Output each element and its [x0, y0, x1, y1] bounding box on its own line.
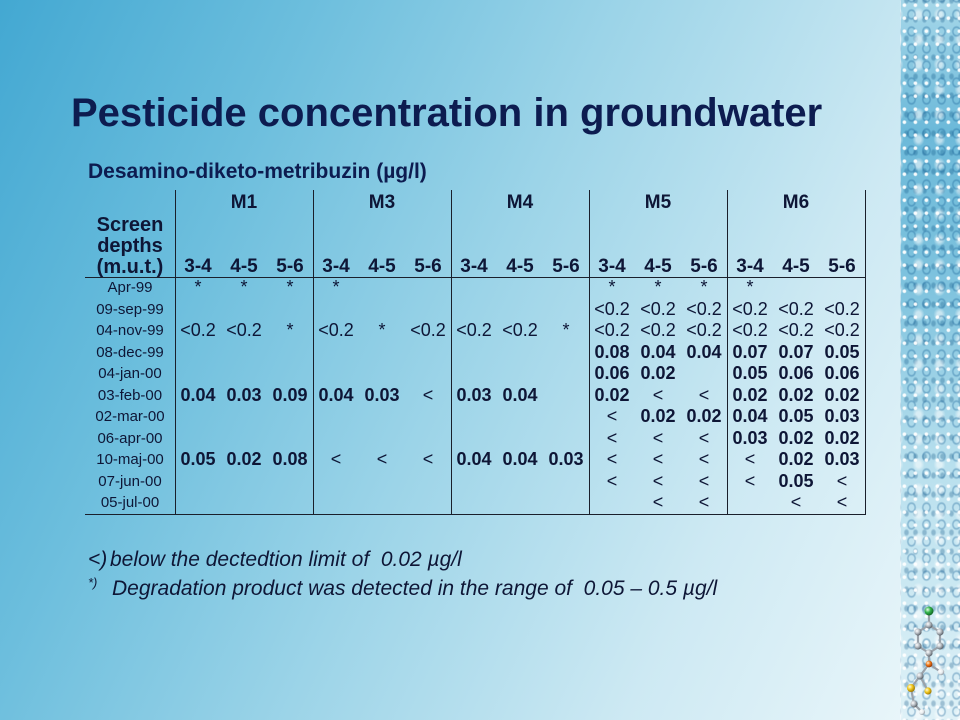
- table-cell: *: [378, 320, 386, 341]
- table-cell: <0.2: [226, 320, 262, 341]
- table-cell: <0.2: [732, 320, 768, 341]
- table-cell: [359, 471, 405, 493]
- table-cell: 0.06: [594, 363, 630, 384]
- table-cell: [359, 277, 405, 299]
- depth-header: 3-4: [184, 256, 212, 277]
- table-cell: <: [606, 427, 618, 448]
- table-cell: [359, 492, 405, 514]
- table-cell: <0.2: [824, 298, 860, 319]
- row-date: 07-jun-00: [98, 472, 162, 490]
- table-cell: [497, 277, 543, 299]
- table-cell: 0.04: [180, 384, 216, 405]
- table-cell: [497, 299, 543, 321]
- table-cell: <: [652, 427, 664, 448]
- table-cell: [221, 342, 267, 364]
- table-cell: [313, 299, 359, 321]
- table-cell: [175, 363, 221, 385]
- row-date: 06-apr-00: [97, 429, 163, 447]
- table-cell: 0.03: [824, 449, 860, 470]
- table-cell: [405, 471, 451, 493]
- table-cell: *: [562, 320, 570, 341]
- table-cell: [589, 492, 635, 514]
- table-cell: 0.03: [456, 384, 492, 405]
- table-cell: [221, 299, 267, 321]
- depth-header: 5-6: [414, 256, 442, 277]
- depth-header: 4-5: [230, 256, 258, 277]
- table-cell: *: [608, 277, 616, 298]
- table-cell: [221, 428, 267, 450]
- table-cell: 0.05: [778, 470, 814, 491]
- footnote-marker: <): [88, 548, 108, 571]
- table-cell: 0.02: [594, 384, 630, 405]
- table-cell: 0.04: [318, 384, 354, 405]
- table-cell: 0.07: [778, 341, 814, 362]
- table-cell: [543, 342, 589, 364]
- table-cell: <0.2: [410, 320, 446, 341]
- table-cell: <0.2: [778, 320, 814, 341]
- table-cell: 0.09: [272, 384, 308, 405]
- table-cell: <: [606, 406, 618, 427]
- table-cell: <: [652, 492, 664, 513]
- table-cell: <0.2: [640, 320, 676, 341]
- table-cell: 0.02: [226, 449, 262, 470]
- table-cell: <: [698, 449, 710, 470]
- table-cell: <: [422, 449, 434, 470]
- table-cell: 0.08: [272, 449, 308, 470]
- table-cell: [313, 363, 359, 385]
- table-cell: 0.06: [824, 363, 860, 384]
- table-cell: [543, 385, 589, 407]
- table-cell: [451, 277, 497, 299]
- table-cell: [175, 428, 221, 450]
- depth-header: 4-5: [368, 256, 396, 277]
- concentration-table: [85, 190, 865, 514]
- table-cell: <0.2: [686, 320, 722, 341]
- table-cell: <0.2: [732, 298, 768, 319]
- table-cell: <: [652, 384, 664, 405]
- table-cell: <: [698, 384, 710, 405]
- table-cell: <0.2: [824, 320, 860, 341]
- table-cell: 0.02: [640, 363, 676, 384]
- table-cell: [405, 363, 451, 385]
- table-cell: *: [700, 277, 708, 298]
- table-cell: [405, 342, 451, 364]
- table-cell: [359, 428, 405, 450]
- table-cell: [543, 406, 589, 428]
- table-cell: 0.03: [824, 406, 860, 427]
- table-cell: [359, 299, 405, 321]
- table-cell: [267, 363, 313, 385]
- table-cell: 0.02: [778, 384, 814, 405]
- row-date: 05-jul-00: [100, 494, 160, 512]
- row-header-line: depths: [97, 235, 163, 257]
- row-date: 02-mar-00: [95, 408, 165, 426]
- table-cell: [543, 471, 589, 493]
- depth-header: 5-6: [690, 256, 718, 277]
- well-header: M6: [782, 191, 810, 213]
- table-cell: [359, 406, 405, 428]
- depth-header: 4-5: [506, 256, 534, 277]
- footnote-text: Degradation product was detected in the range of 0.05 – 0.5 µg/l: [112, 577, 718, 600]
- table-cell: [175, 471, 221, 493]
- table-cell: 0.05: [824, 341, 860, 362]
- table-cell: <: [652, 470, 664, 491]
- table-cell: 0.03: [364, 384, 400, 405]
- slide-title: Pesticide concentration in groundwater: [71, 91, 823, 135]
- table-cell: [727, 492, 773, 514]
- table-cell: 0.04: [732, 406, 768, 427]
- row-header-line: Screen: [96, 214, 164, 236]
- table-cell: <: [376, 449, 388, 470]
- row-date: 10-maj-00: [96, 451, 164, 469]
- table-cell: <0.2: [502, 320, 538, 341]
- table-cell: [497, 471, 543, 493]
- table-cell: [543, 299, 589, 321]
- row-header-line: (m.u.t.): [96, 255, 164, 278]
- table-cell: <: [652, 449, 664, 470]
- table-cell: [405, 299, 451, 321]
- table-cell: [267, 428, 313, 450]
- table-cell: [451, 471, 497, 493]
- footnote-marker: *): [88, 575, 98, 590]
- table-cell: [405, 277, 451, 299]
- table-cell: *: [286, 277, 294, 298]
- column-divider: [865, 190, 866, 514]
- table-cell: [267, 342, 313, 364]
- bottom-rule: [85, 514, 866, 515]
- table-cell: 0.06: [778, 363, 814, 384]
- table-cell: [313, 471, 359, 493]
- table-cell: [267, 406, 313, 428]
- table-cell: *: [240, 277, 248, 298]
- table-cell: <: [606, 449, 618, 470]
- table-cell: [451, 406, 497, 428]
- table-cell: <: [790, 492, 802, 513]
- row-date: Apr-99: [107, 279, 153, 297]
- depth-header: 4-5: [644, 256, 672, 277]
- table-cell: [497, 428, 543, 450]
- table-cell: 0.03: [226, 384, 262, 405]
- table-cell: 0.03: [732, 427, 768, 448]
- depth-header: 4-5: [782, 256, 810, 277]
- table-cell: [313, 406, 359, 428]
- row-date: 04-nov-99: [96, 322, 164, 340]
- table-cell: <0.2: [594, 320, 630, 341]
- table-cell: [359, 342, 405, 364]
- table-cell: *: [654, 277, 662, 298]
- table-cell: [359, 363, 405, 385]
- table-cell: 0.02: [778, 449, 814, 470]
- table-cell: [451, 363, 497, 385]
- table-cell: 0.05: [778, 406, 814, 427]
- table-cell: [313, 342, 359, 364]
- table-cell: 0.02: [732, 384, 768, 405]
- well-header: M5: [644, 191, 672, 213]
- table-cell: 0.04: [502, 449, 538, 470]
- table-caption: Desamino-diketo-metribuzin (µg/l): [88, 160, 427, 183]
- table-cell: [497, 342, 543, 364]
- table-cell: [497, 492, 543, 514]
- table-cell: [773, 277, 819, 299]
- table-cell: <: [744, 470, 756, 491]
- table-cell: 0.07: [732, 341, 768, 362]
- table-cell: 0.02: [686, 406, 722, 427]
- depth-header: 3-4: [598, 256, 626, 277]
- row-date: 08-dec-99: [96, 343, 164, 361]
- table-cell: 0.04: [686, 341, 722, 362]
- table-cell: [497, 406, 543, 428]
- well-header: M4: [506, 191, 534, 213]
- table-cell: <: [606, 470, 618, 491]
- depth-header: 5-6: [276, 256, 304, 277]
- table-cell: [405, 428, 451, 450]
- table-cell: [543, 492, 589, 514]
- table-cell: [543, 428, 589, 450]
- table-cell: [681, 363, 727, 385]
- depth-header: 5-6: [552, 256, 580, 277]
- table-cell: <: [698, 492, 710, 513]
- table-cell: 0.02: [824, 427, 860, 448]
- table-cell: <0.2: [640, 298, 676, 319]
- table-cell: [267, 299, 313, 321]
- table-cell: 0.04: [502, 384, 538, 405]
- row-date: 03-feb-00: [97, 386, 163, 404]
- table-cell: <0.2: [180, 320, 216, 341]
- table-cell: [221, 406, 267, 428]
- table-cell: [451, 492, 497, 514]
- table-cell: <: [836, 470, 848, 491]
- table-cell: <0.2: [778, 298, 814, 319]
- table-cell: [221, 492, 267, 514]
- depth-header: 3-4: [322, 256, 350, 277]
- depth-header: 3-4: [460, 256, 488, 277]
- table-cell: *: [746, 277, 754, 298]
- table-cell: 0.05: [180, 449, 216, 470]
- table-cell: [175, 492, 221, 514]
- table-cell: 0.02: [778, 427, 814, 448]
- table-cell: [221, 363, 267, 385]
- table-cell: <0.2: [594, 298, 630, 319]
- table-cell: <: [744, 449, 756, 470]
- table-cell: <: [836, 492, 848, 513]
- table-cell: [221, 471, 267, 493]
- table-cell: <: [330, 449, 342, 470]
- header-spacer: [175, 236, 865, 257]
- row-date: 09-sep-99: [96, 300, 164, 318]
- table-cell: <0.2: [456, 320, 492, 341]
- depth-header: 5-6: [828, 256, 856, 277]
- table-cell: 0.02: [824, 384, 860, 405]
- table-cell: 0.03: [548, 449, 584, 470]
- table-cell: *: [332, 277, 340, 298]
- table-cell: <0.2: [686, 298, 722, 319]
- table-cell: [175, 299, 221, 321]
- table-cell: *: [286, 320, 294, 341]
- table-cell: [451, 342, 497, 364]
- footnote-below-limit: [88, 549, 462, 570]
- table-cell: [313, 492, 359, 514]
- table-cell: 0.02: [640, 406, 676, 427]
- table-cell: 0.04: [456, 449, 492, 470]
- depth-header: 3-4: [736, 256, 764, 277]
- table-cell: [819, 277, 865, 299]
- well-header: M1: [230, 191, 258, 213]
- well-header: M3: [368, 191, 396, 213]
- table-cell: [313, 428, 359, 450]
- table-cell: [543, 277, 589, 299]
- table-cell: [267, 471, 313, 493]
- table-cell: [451, 299, 497, 321]
- corner-cell: [85, 190, 175, 215]
- table-cell: [175, 342, 221, 364]
- table-cell: [175, 406, 221, 428]
- table-cell: [267, 492, 313, 514]
- header-spacer: [175, 215, 865, 236]
- table-cell: [543, 363, 589, 385]
- footnote-text: below the dectedtion limit of 0.02 µg/l: [110, 548, 462, 571]
- table-cell: [405, 492, 451, 514]
- table-cell: <: [422, 384, 434, 405]
- footnote-detected: [88, 575, 718, 601]
- table-cell: 0.04: [640, 341, 676, 362]
- molecule-graphic: [903, 600, 953, 718]
- table-cell: [451, 428, 497, 450]
- table-cell: 0.05: [732, 363, 768, 384]
- table-cell: 0.08: [594, 341, 630, 362]
- table-cell: <: [698, 427, 710, 448]
- table-cell: *: [194, 277, 202, 298]
- row-date: 04-jan-00: [98, 365, 162, 383]
- table-cell: [405, 406, 451, 428]
- table-cell: [497, 363, 543, 385]
- table-cell: <0.2: [318, 320, 354, 341]
- table-cell: <: [698, 470, 710, 491]
